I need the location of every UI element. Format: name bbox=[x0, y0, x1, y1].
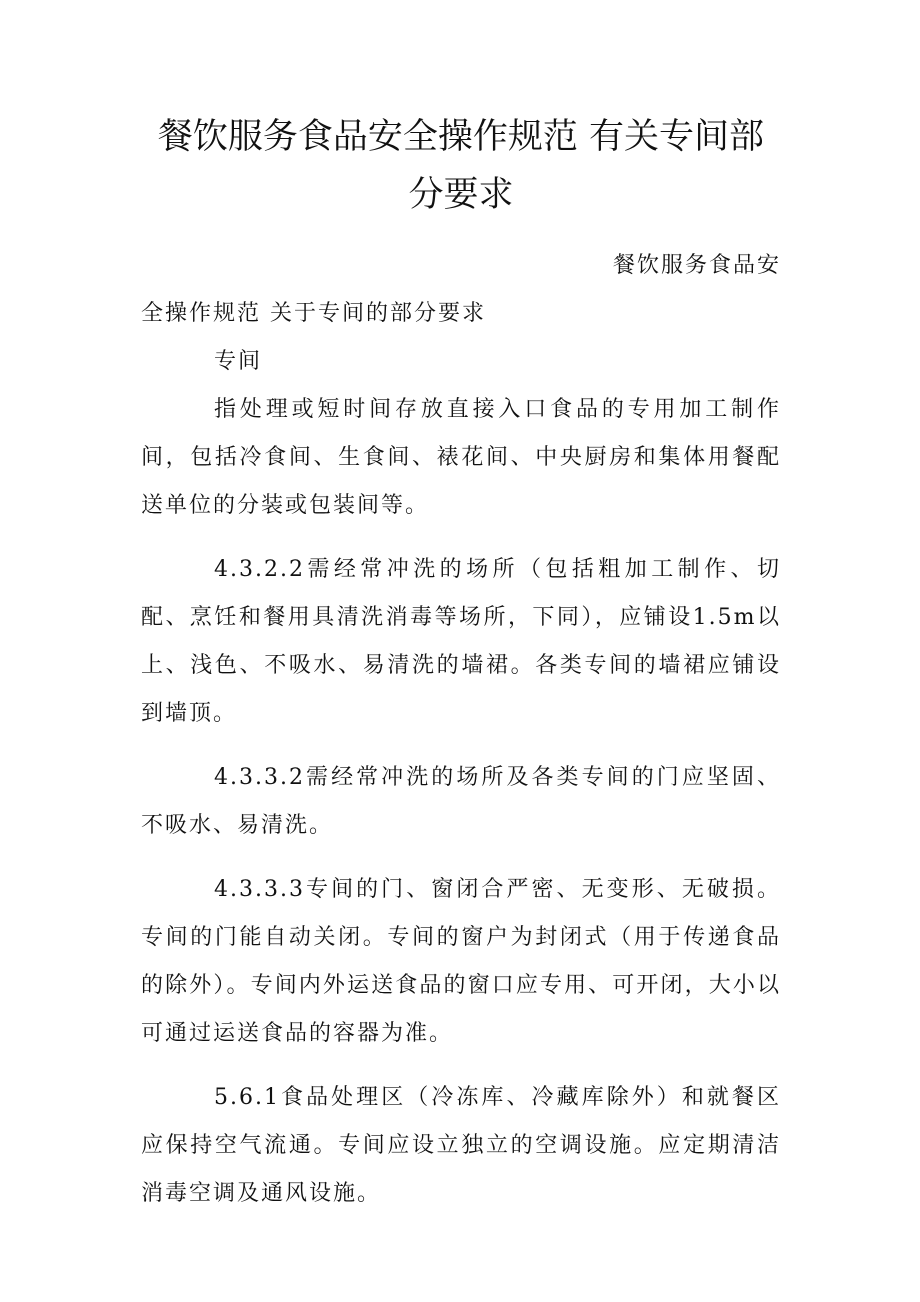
document-body bbox=[141, 242, 781, 1218]
intro-line-1: 餐饮服务食品安 bbox=[612, 253, 781, 278]
paragraph-5-6-1: 5.6.1食品处理区（冷冻库、冷藏库除外）和就餐区应保持空气流通。专间应设立独立的空调设施。应定期清洁消毒空调及通风设施。 bbox=[141, 1085, 781, 1206]
document-page bbox=[141, 0, 781, 1218]
paragraph-definition: 指处理或短时间存放直接入口食品的专用加工制作间，包括冷食间、生食间、裱花间、中央厨房和集体用餐配送单位的分装或包装间等。 bbox=[141, 397, 781, 518]
paragraph-4-3-3-2: 4.3.3.2需经常冲洗的场所及各类专间的门应坚固、不吸水、易清洗。 bbox=[141, 765, 781, 838]
paragraph-4-3-2-2: 4.3.2.2需经常冲洗的场所（包括粗加工制作、切配、烹饪和餐用具清洗消毒等场所，下同），应铺设1.5m以上、浅色、不吸水、易清洗的墙裙。各类专间的墙裙应铺设到墙顶。 bbox=[141, 557, 781, 726]
section-heading: 专间 bbox=[214, 349, 263, 374]
paragraph-4-3-3-3: 4.3.3.3专间的门、窗闭合严密、无变形、无破损。专间的门能自动关闭。专间的窗户为封闭式（用于传递食品的除外）。专间内外运送食品的窗口应专用、可开闭，大小以可通过运送食品的容器为准。 bbox=[141, 877, 781, 1046]
document-title: 餐饮服务食品安全操作规范 有关专间部分要求 bbox=[157, 117, 765, 215]
intro-line-2: 全操作规范 关于专间的部分要求 bbox=[141, 301, 486, 326]
